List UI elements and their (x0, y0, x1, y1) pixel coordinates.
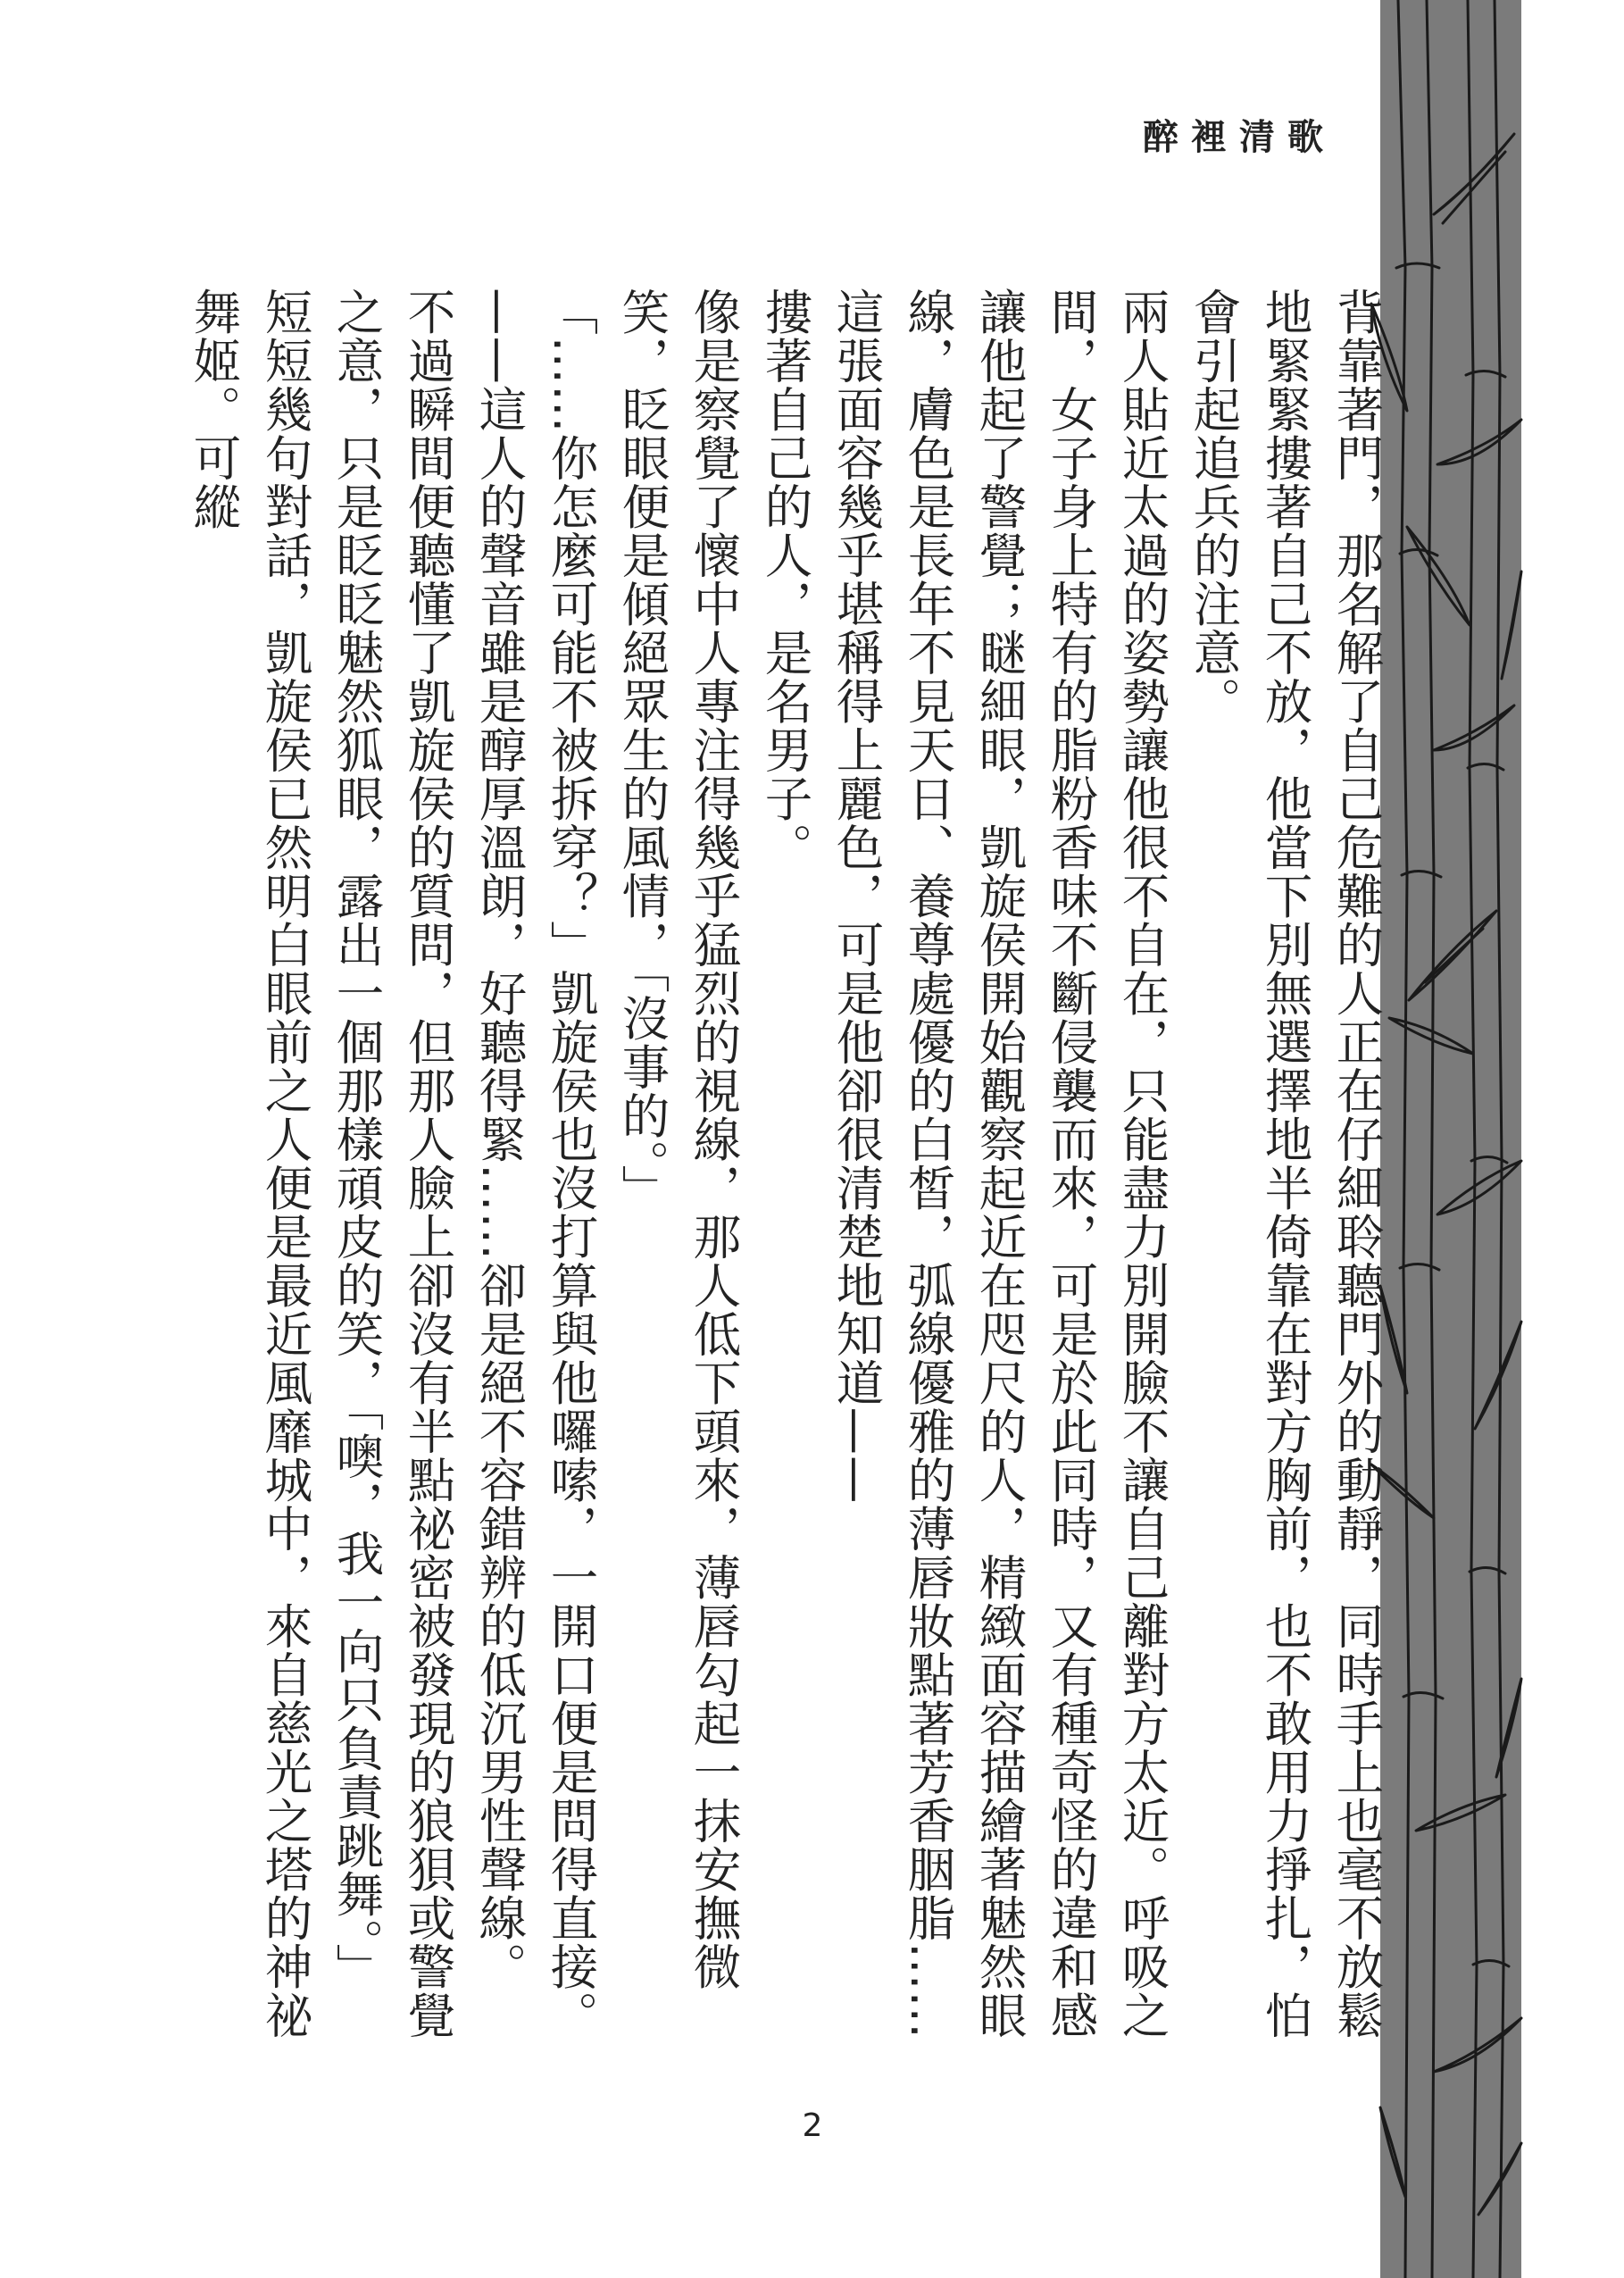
running-title: 醉裡清歌 (1143, 116, 1336, 158)
paragraph-8: 短短幾句對話，凱旋侯已然明白眼前之人便是最近風靡城中，來自慈光之塔的神祕舞姬。可縱 (186, 288, 313, 2040)
paragraph-3: 摟著自己的人，是名男子。 (757, 288, 813, 872)
paragraph-2: 兩人貼近太過的姿勢讓他很不自在，只能盡力別開臉不讓自己離對方太近。呼吸之間，女子身上特有的脂粉香味不斷侵襲而來，可是於此同時，又有種奇怪的違和感讓他起了警覺；瞇細眼，凱旋侯開始觀察起近在咫尺的人，精緻面容描繪著魅然眼線，膚色是長年不見天日、養尊處優的白皙，弧線優雅的薄唇妝點著芳香胭脂……這張面容幾乎堪稱得上麗色，可是他卻很清楚地知道—— (829, 288, 1170, 2040)
paragraph-7: 不過瞬間便聽懂了凱旋侯的質問，但那人臉上卻沒有半點祕密被發現的狼狽或警覺之意，只是眨眨魅然狐眼，露出一個那樣頑皮的笑，「噢，我一向只負責跳舞。」 (329, 288, 456, 2040)
page-number: 2 (802, 2107, 823, 2144)
bamboo-decoration-band (1380, 0, 1521, 2278)
vertical-body-text (186, 288, 1392, 2065)
paragraph-4: 像是察覺了懷中人專注得幾乎猛烈的視線，那人低下頭來，薄唇勾起一抹安撫微笑，眨眼便是傾絕眾生的風情，「沒事的。」 (614, 288, 742, 1991)
paragraph-1: 背靠著門，那名解了自己危難的人正在仔細聆聽門外的動靜，同時手上也毫不放鬆地緊緊摟著自己不放，他當下別無選擇地半倚靠在對方胸前，也不敢用力掙扎，怕會引起追兵的注意。 (1186, 288, 1385, 2040)
paragraph-6: ——這人的聲音雖是醇厚溫朗，好聽得緊……卻是絕不容錯辨的低沉男性聲線。 (471, 288, 528, 1991)
paragraph-5: 「……你怎麼可能不被拆穿？」凱旋侯也沒打算與他囉嗦，一開口便是問得直接。 (543, 288, 599, 2040)
bamboo-illustration (1380, 0, 1521, 2278)
